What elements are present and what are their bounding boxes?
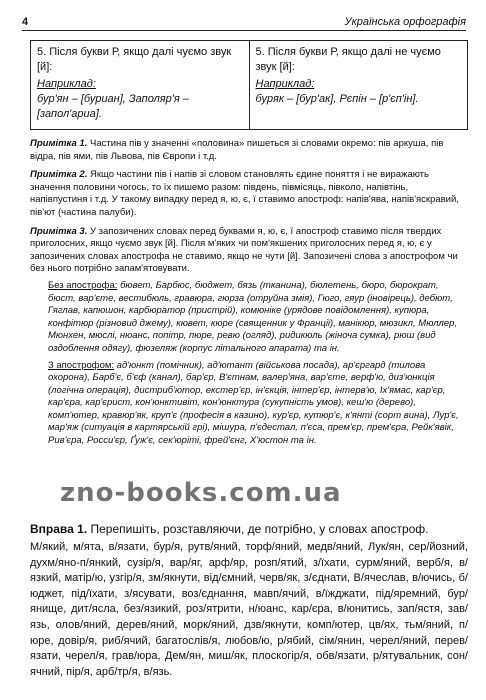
with-apostrophe-label: З апострофом: [48,359,115,371]
note-3-text: У запозичених словах перед буквами я, ю, є, ї апостроф ставимо після твердих приголосних, якщо чуємо звук [й]. Після м'яких чи пом'якшених приголосних перед я, ю, є у запозичених словах апострофа не ставимо, якщо не чути [й]. Запозичені слова з апострофом чи без нього потрібно запам'ятовувати. [30,225,458,275]
with-apostrophe-words: ад'юнкт (помічник), ад'ютант (військова посада), ар'єргард (тилова охорона), Барб'є, б'єф (канал), бар'єр, В'єтнам, валер'яна, вар'єте, верф'ю, диз'юнкція (логічна операція), дистриб'ютор, екстер'єр, ін'єкція, інтер'єр, інтерв'ю, Іх'ямас, кар'єр, кар'єра, кар'єрист, кон'юнктивіт, кон'юнктура (сукупність умов), кеш'ю (дерево), комп'ютер, кравюр'як, круп'є (професія в казино), кур'єр, кутюр'є, к'янті (сорт вина), Лур'є, мар'яж (ситуація в картярській грі), мішура, п'єдестал, п'єса, прем'єр, прем'єра, Рейк'явік, Рив'єра, Росси'єр, Ґуж'є, сек'юріті, фрей'єнг, X'юстон та ін. [48,359,459,447]
rule-right-example: буряк – [бур'ак], Рєпін – [р'єп'ін]. [255,93,419,105]
note-1-label: Примітка 1. [30,138,88,149]
rule-left-example: бур'ян – [буриан], Заполяр'я – [запол'ариа]. [37,93,189,120]
note-1 [30,138,466,163]
note-3 [30,226,466,448]
with-apostrophe-list [48,360,466,448]
exercise-instruction: Перепишіть, розставляючи, де потрібно, у словах апостроф. [90,522,429,536]
exercise-title [30,522,468,536]
note-2 [30,169,466,219]
exercise-body: М/який, м/ята, в/язати, бур/я, рутв/яний, торф/яний, медв/яний, Лук/ян, сер/йозний, духм/яно-п/янкий, сузір/я, вар/яг, арф/яр, розп/ятий, з/їхати, сурм/яний, верб/я, в/язкий, матір/ю, узгір/я, зм/якнути, від/ємний, черв/як, з/єднати, В/ячеслав, в/ючись, б/юджет, під/їхати, з/ясувати, воз/єднання, мавп/ячий, в/їжджати, під/яремний, бур/янище, дит/ясла, без/язикий, роз/ятрити, н/юанс, кар/єра, в/юнитись, зап/ястя, зав/язь, олов/яний, дерев/яний, морк/яний, дзв/якнути, комп/ютер, цв/ях, тьм/яний, п/юре, довір/я, риб/ячий, багатослів/я, любов/ю, р/ябий, сім/янин, черел/яний, перев/язати, черел/я, грав/юра, Дем/ян, миш/як, плоскогір/я, обв/язати, р/ятувальник, сон/ячний, пір/я, арб/тр/я, в/язь. [30,541,468,678]
rule-right-text: 5. Після букви Р, якщо далі не чуємо звук [й]: [255,46,441,73]
rule-left [31,41,249,129]
note-2-label: Примітка 2. [30,169,88,181]
rule-table [30,40,468,130]
note-3-label: Примітка 3. [30,225,88,237]
notes-section [30,138,466,454]
note-1-text: Частина пів у значенні «половина» пишеться зі словами окремо: пів аркуша, пів відра, пів ями, пів Львова, пів Європи і т.д. [30,138,444,162]
no-apostrophe-label: Без апострофа: [48,279,118,291]
watermark-text: zno-books.com.ua [60,478,342,508]
exercise-1 [30,522,468,680]
running-title: Українська орфографія [344,16,466,28]
page-header [22,12,466,31]
rule-right-example-label: Наприклад: [255,78,315,90]
rule-left-example-label: Наприклад: [37,78,96,90]
no-apostrophe-words: бювет, Барбюс, бюджет, бязь (тканина), бюлетень, бюро, бюрократ, бюст, вар'єте, вестибюль, гравюра, гюрза (отруйна змія), Гюго, гяур (іновірець), дебют, Гяглав, капюшон, карбюратор (пристрій), комюніке (урядове повідомлення), купюра, конфітюр (різновид джему), кювет, кюре (священник у Франції), манікюр, мюзикл, Мюллер, Мюнхен, мюслі, нюанс, попітр, пюре, ревю (огляд), ридикюль (жіноча сумка), рюш (вид оздоблення одягу), фюзеляж (корпус літального апарата) та ін. [48,279,458,354]
rule-right [249,41,468,129]
page-number: 4 [22,16,29,28]
rule-left-text: 5. Після букви Р, якщо далі чуємо звук [й]: [37,46,232,73]
no-apostrophe-list [48,280,466,356]
exercise-number: Вправа 1. [30,522,88,536]
note-2-text: Якщо частини пів і напів зі словом становлять єдине поняття і не виражають значення половини чогось, то їх пишемо разом: південь, півмісяць, півколо, напівтінь, напівпустиня і т.д. У такому випадку перед я, ю, є, ї ставимо апостроф: напів'ява, напів'яскравий, пів'ют (частина палуби). [30,169,459,218]
